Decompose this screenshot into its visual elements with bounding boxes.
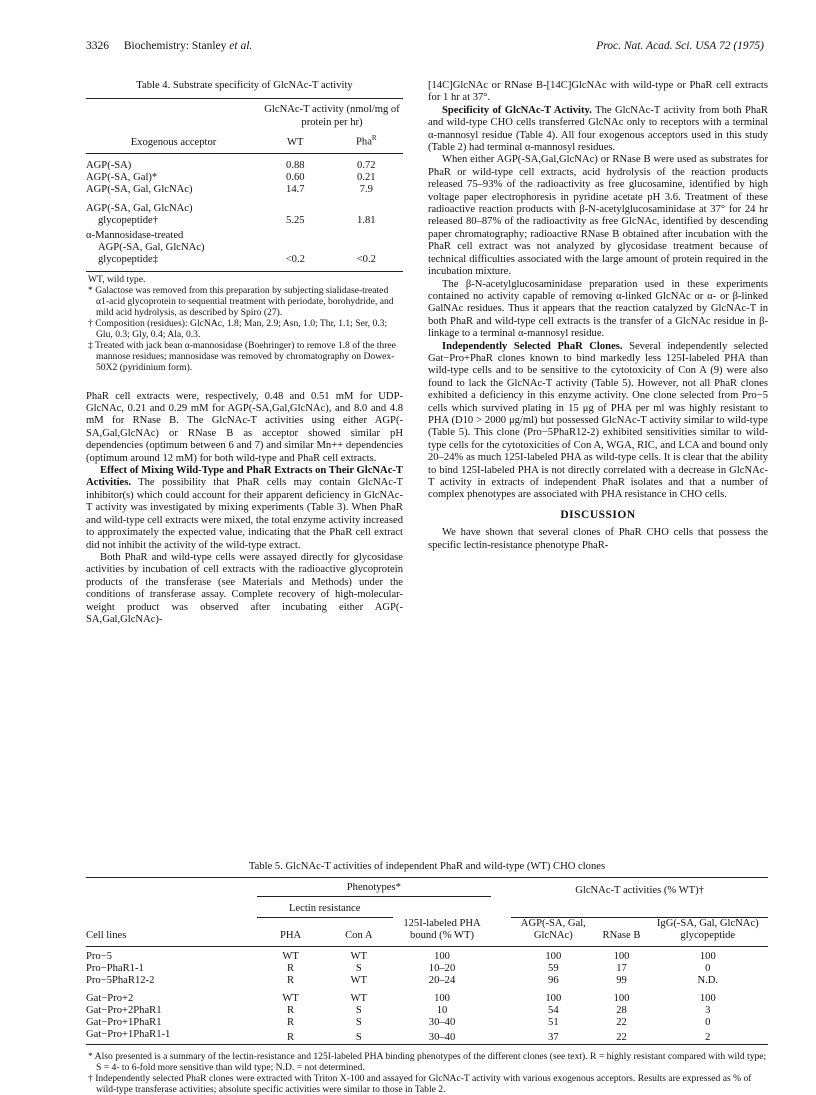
table4-footnotes: WT, wild type. * Galactose was removed from this preparation by subjecting sialidase-treated α1-acid glycoprotein to sequential treatment with periodate, borohydride, and mild acid hydrolysis, as described by Spiro (27). † Composition (residues): GlcNAc, 1.8; Man, 2.9; Asn, 1.0; Thr, 1.1; Ser, 0.3; Glu, 0.3; Gly, 0.4; Ala, 0.3. ‡ Treated with jack bean α-mannosidase (Boehringer) to remove 1.8 of the three mannose residues; mannosidase was removed by chromatography on Dowex-50X2 (pyridinium form). (88, 273, 396, 373)
left-body (86, 391, 403, 627)
table-row: Pro−5PhaR12-2 R WT 20–24 96 99 N.D. (86, 975, 719, 986)
table5-pha-bound-header: 125I-labeled PHA bound (% WT) (403, 918, 481, 941)
table5-caption: Table 5. GlcNAc-T activities of independent PhaR and wild-type (WT) CHO clones (248, 861, 606, 872)
paragraph: We have shown that several clones of PhaR CHO cells that possess the specific lectin-resistance phenotype PhaR- (428, 527, 768, 551)
section-heading: Specificity of GlcNAc-T Activity. (442, 104, 592, 116)
table-row: AGP(-SA, Gal, GlcNAc) (86, 202, 193, 214)
table5-cell-lines-header: Cell lines (86, 930, 127, 941)
table5-pha-header: PHA (279, 930, 302, 941)
journal-section: Biochemistry: Stanley (123, 40, 227, 52)
table-row: glycopeptide† 5.25 1.81 (98, 214, 376, 226)
journal-citation: Proc. Nat. Acad. Sci. USA 72 (1975) (596, 40, 764, 52)
table-row: Gat−Pro+1PhaR1 R S 30–40 51 22 0 (86, 1017, 711, 1028)
table-row: Pro−PhaR1-1 R S 10–20 59 17 0 (86, 963, 711, 974)
header-left (86, 40, 252, 52)
table5-footnotes: * Also presented is a summary of the lectin-resistance and 125I-labeled PHA binding phenotypes of the different clones (see text). R = highly resistant compared with wild type; S = 4- to 6-fold more sensitive than wild type; N.D. = not determined. † Independently selected PhaR clones were extracted with Triton X-100 and assayed for GlcNAc-T activity with various exogenous acceptors. Results are expressed as % of wild-type transferase activities; absolute specific activities were similar to those in Table 2. (88, 1051, 767, 1095)
table4-col-pha: Pha$^R$ (356, 134, 377, 148)
table4: GlcNAc-T activity (nmol/mg of protein per hr) Exogenous acceptor WT Pha$^R$ AGP(-SA) 0.88 0.72 AGP(-SA, Gal)* 0.60 0.21 AGP(-SA, Gal, GlcNAc) 14.7 7.9 AGP(-SA, Gal, GlcNAc) glycopeptide† 5.25 1.81 α-Mannosidase-treated AGP(-SA, Gal, GlcNAc) glycopeptide‡ <0.2 <0.2 (86, 98, 403, 273)
section-heading: Effect of Mixing Wild-Type and PhaR Extracts on Their GlcNAc-T Activities. (86, 465, 403, 489)
table4-col-acceptor: Exogenous acceptor (130, 136, 217, 148)
table4-caption: Table 4. Substrate specificity of GlcNAc-T activity (136, 80, 353, 91)
table-row: Gat−Pro+1PhaR1-1 R S 30–40 37 22 2 (86, 1029, 711, 1043)
paragraph: PhaR cell extracts were, respectively, 0.48 and 0.51 mM for UDP-GlcNAc, 0.21 and 0.29 mM for AGP(-SA,Gal,GlcNAc), and 8.0 and 4.8 mM for RNase B. The GlcNAc-T activities using either AGP(-SA,Gal,GlcNAc) or RNase B as acceptor showed similar pH dependencies (optimum between 6 and 7) and similar Mn++ dependencies (optimum around 12 mM) for both wild-type and PhaR cell extracts. (86, 390, 403, 464)
table5 (86, 877, 768, 1047)
table5-cona-header: Con A (345, 930, 373, 941)
table5-lectin-header: Lectin resistance (257, 897, 393, 918)
right-column (428, 80, 768, 552)
table-row: Gat−Pro+2PhaR1 R S 10 54 28 3 (86, 1005, 711, 1016)
paragraph: Specificity of GlcNAc-T Activity. The GlcNAc-T activity from both PhaR and wild-type CHO cells transferred GlcNAc only to receptors with a terminal α-mannosyl residue (Table 4). All four exogenous acceptors used in this study (Table 2) had terminal α-mannosyl residues. (428, 104, 768, 154)
table5-igg-header: IgG(-SA, Gal, GlcNAc) glycopeptide (656, 918, 759, 941)
paragraph: [14C]GlcNAc or RNase B-[14C]GlcNAc with wild-type or PhaR cell extracts for 1 hr at 37°. (428, 80, 768, 104)
left-column (86, 80, 403, 626)
paragraph: When either AGP(-SA,Gal,GlcNAc) or RNase B were used as substrates for PhaR or wild-type cell extracts, acid hydrolysis of the reaction products released 75–93% of the radioactivity as free glucosamine, identified by high voltage paper electrophoresis in pyridine acetate pH 3.6. Treatment of these radioactive reaction products with β-N-acetylglucosaminidase at 37° for 24 hr released 80–87% of the radioactivity as free GlcNAc, identified by descending paper chromatography; radioactive RNase B obtained after incubation with the PhaR cell extract was not analyzed by glycosidase treatment because of technical difficulties associated with the large amount of protein required in the incubation mixture. (428, 154, 768, 278)
paragraph: Independently Selected PhaR Clones. Several independently selected Gat−Pro+PhaR clones known to bind markedly less 125I-labeled PHA than wild-type cells and to be sensitive to the cytotoxicity of Con A (9) were also found to lack the GlcNAc-T activity (Table 5). However, not all PhaR clones exhibited a deficiency in this enzyme activity. One clone selected from Pro−5 cells which survived plating in 15 μg of PHA per ml was highly resistant to PHA (D10 > 2000 μg/ml) but possessed GlcNAc-T activity similar to wild-type (Table 5). This clone (Pro−5PhaR12-2) exhibited sensitivities similar to wild-type cells for the cytotoxicities of Con A, WGA, RIC, and LCA and bound only 20–24% as much 125I-labeled PHA as wild-type cells. It is clear that the ability to bind 125I-labeled PHA is not directly correlated with a decrease in GlcNAc-T activity in extracts of independent PhaR isolates and that a number of complex phenotypes are associated with PHA resistance in CHO cells. (428, 340, 769, 501)
paragraph: The β-N-acetylglucosaminidase preparation used in these experiments contained no activity capable of removing α-linked GlcNAc or α- or β-linked GalNAc residues. Thus it appears that the reaction catalyzed by GlcNAc-T in both PhaR and wild-type cell extracts is the transfer of a GlcNAc residue in β-linkage to a terminal α-mannosyl residue. (428, 278, 768, 340)
table-row: AGP(-SA, Gal, GlcNAc) 14.7 7.9 (86, 184, 373, 196)
table5-block (86, 861, 768, 1095)
table5-phenotypes-header: Phenotypes* (257, 880, 492, 897)
page-number: 3326 (86, 40, 109, 52)
table4-col-group: GlcNAc-T activity (nmol/mg of protein per hr) (264, 104, 400, 128)
paragraph: Both PhaR and wild-type cells were assayed directly for glycosidase activities by incubation of cell extracts with the radioactive glycoprotein products of the transferase (see Materials and Methods) under the conditions of transferase assay. Complete recovery of high-molecular-weight product was observed after incubating either AGP(-SA,Gal,GlcNAc)- (86, 551, 403, 625)
running-header (86, 40, 764, 56)
table4-col-wt: WT (287, 136, 304, 148)
table5-rnase-header: RNase B (602, 930, 641, 941)
discussion-heading: DISCUSSION (560, 508, 636, 521)
table-row: AGP(-SA, Gal)* 0.60 0.21 (86, 172, 376, 184)
et-al: et al. (229, 40, 253, 52)
table-row: Pro−5 WT WT 100 100 100 100 (86, 951, 716, 962)
table5-agp-header: AGP(-SA, Gal, GlcNAc) (520, 918, 586, 941)
table-row: Gat−Pro+2 WT WT 100 100 100 100 (86, 993, 716, 1004)
section-heading: Independently Selected PhaR Clones. (442, 340, 623, 352)
table-row: α-Mannosidase-treated (86, 230, 184, 242)
table-row: AGP(-SA) 0.88 0.72 (86, 160, 376, 172)
table5-activities-header: GlcNAc-T activities (% WT)† (575, 884, 704, 896)
paragraph: Effect of Mixing Wild-Type and PhaR Extracts on Their GlcNAc-T Activities. The possibility that PhaR cells may contain GlcNAc-T inhibitor(s) which could account for their apparent deficiency in GlcNAc-T activity was investigated by mixing experiments (Table 3). When PhaR and wild-type cell extracts were mixed, the total enzyme activity increased to approximately the expected value, indicating that the PhaR cell extract did not inhibit the activity of the wild-type extract. (86, 465, 403, 551)
